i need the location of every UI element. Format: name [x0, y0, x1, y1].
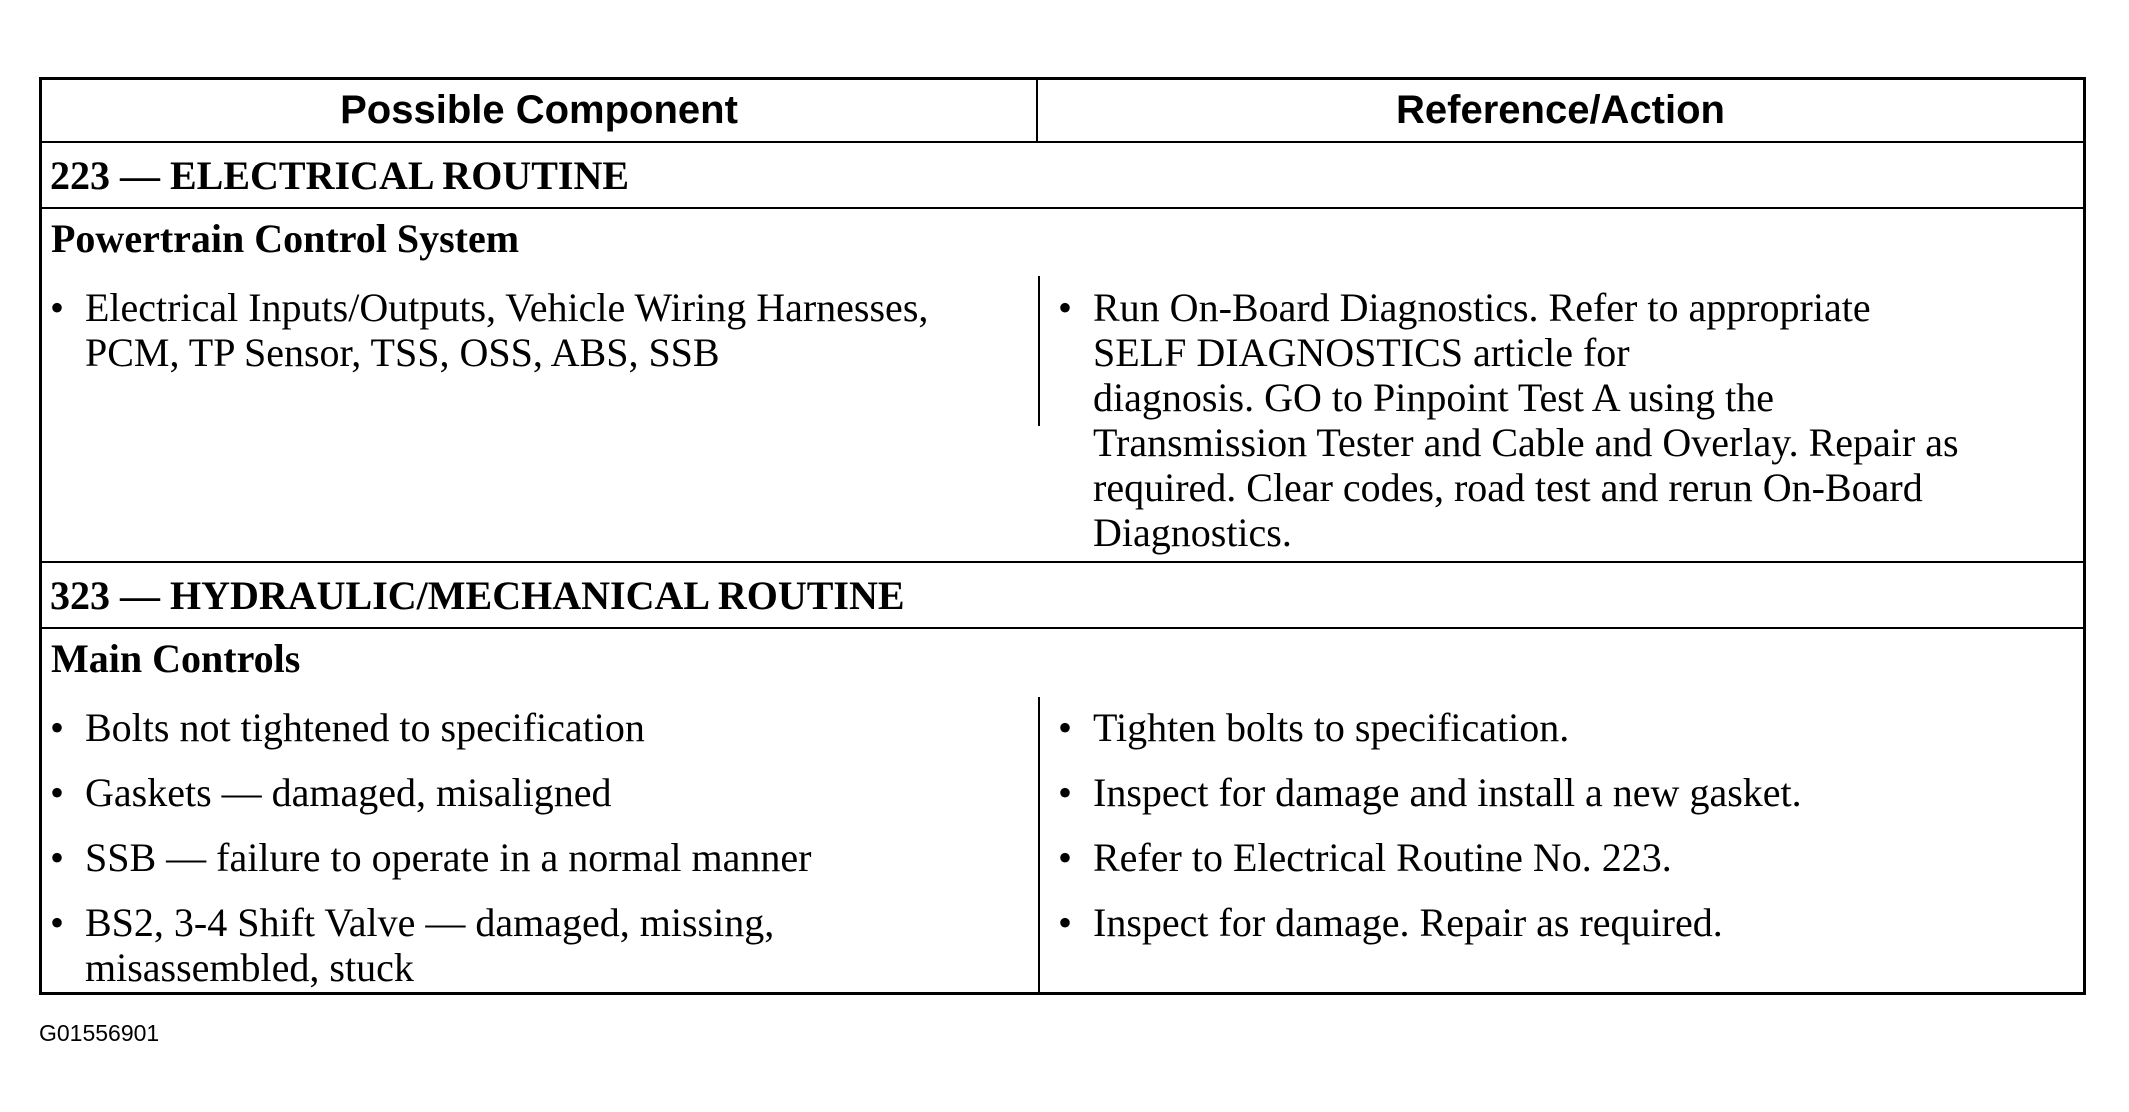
header-possible-component: Possible Component	[42, 80, 1038, 141]
bullet-marker: •	[50, 705, 65, 750]
bullet-marker: •	[50, 900, 65, 945]
bullet-marker: •	[1058, 770, 1073, 815]
bullet-marker: •	[50, 835, 65, 880]
component-text: Electrical Inputs/Outputs, Vehicle Wiring Harnesses, PCM, TP Sensor, TSS, OSS, ABS, SSB	[85, 285, 929, 375]
group-title-main-controls: Main Controls	[51, 636, 301, 681]
action-text: Run On-Board Diagnostics. Refer to appropriate SELF DIAGNOSTICS article for diagnosis. GO to Pinpoint Test A using the Transmission Tester and Cable and Overlay. Repair as required. Clear codes, road test and rerun On-Board Diagnostics.	[1093, 285, 1959, 555]
component-text: BS2, 3-4 Shift Valve — damaged, missing, misassembled, stuck	[85, 900, 775, 990]
component-text: SSB — failure to operate in a normal manner	[85, 835, 812, 880]
routine-heading-hydraulic-mechanical: 323 — HYDRAULIC/MECHANICAL ROUTINE	[42, 563, 2083, 629]
component-text: Gaskets — damaged, misaligned	[85, 770, 612, 815]
bullet-marker: •	[50, 770, 65, 815]
action-text: Tighten bolts to specification.	[1093, 705, 1570, 750]
group-title-powertrain: Powertrain Control System	[51, 216, 520, 261]
action-text: Inspect for damage and install a new gasket.	[1093, 770, 1802, 815]
bullet-marker: •	[1058, 285, 1073, 330]
table-header-row	[42, 80, 2083, 143]
routine-heading-electrical: 223 — ELECTRICAL ROUTINE	[42, 143, 2083, 209]
header-reference-action: Reference/Action	[1396, 88, 1725, 132]
diagnosis-table	[39, 77, 2086, 995]
figure-id: G01556901	[39, 1020, 160, 1046]
component-text: Bolts not tightened to specification	[85, 705, 645, 750]
action-text: Inspect for damage. Repair as required.	[1093, 900, 1723, 945]
bullet-marker: •	[1058, 705, 1073, 750]
bullet-marker: •	[1058, 835, 1073, 880]
bullet-marker: •	[50, 285, 65, 330]
column-divider	[1038, 276, 1040, 426]
column-divider	[1038, 697, 1040, 995]
action-text: Refer to Electrical Routine No. 223.	[1093, 835, 1672, 880]
bullet-marker: •	[1058, 900, 1073, 945]
